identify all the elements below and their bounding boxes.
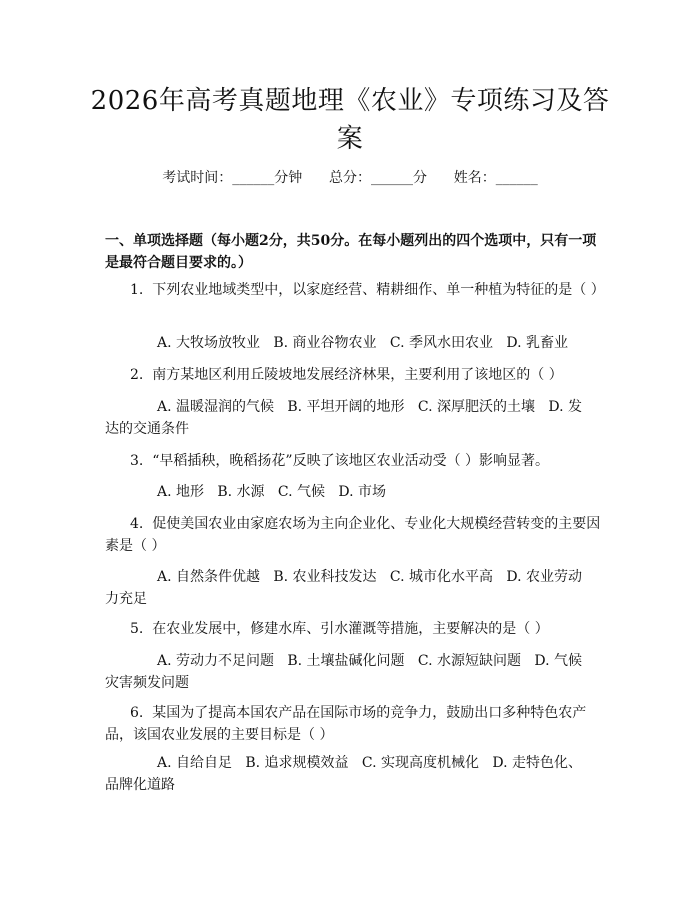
question-6: 6. 某国为了提高本国农产品在国际市场的竞争力，鼓励出口多种特色农产品，该国农业发展的主要目标是（ ） [105,705,587,743]
question-2: 2. 南方某地区利用丘陵坡地发展经济林果，主要利用了该地区的（ ） [130,367,563,383]
question-4: 4. 促使美国农业由家庭农场为主向企业化、专业化大规模经营转变的主要因素是（ ） [105,516,601,554]
page-title: 2026年高考真题地理《农业》专项练习及答案 [90,86,610,154]
question-3: 3. “早稻插秧，晚稻扬花”反映了该地区农业活动受（ ）影响显著。 [130,453,550,469]
question-5: 5. 在农业发展中，修建水库、引水灌溉等措施，主要解决的是（ ） [130,621,549,637]
question-4-options: A. 自然条件优越 B. 农业科技发达 C. 城市化水平高 D. 农业劳动力充足 [105,569,582,607]
section-heading: 一、单项选择题（每小题2分，共50分。在每小题列出的四个选项中，只有一项是最符合题目要求的。） [105,233,597,271]
question-6-options: A. 自给自足 B. 追求规模效益 C. 实现高度机械化 D. 走特色化、品牌化道路 [105,755,582,793]
exam-info-line: 考试时间：______分钟 总分：______分 姓名：______ [162,170,538,186]
question-5-options: A. 劳动力不足问题 B. 土壤盐碱化问题 C. 水源短缺问题 D. 气候灾害频发问题 [105,653,582,691]
question-1: 1. 下列农业地域类型中，以家庭经营、精耕细作、单一种植为特征的是（ ） [130,282,605,298]
question-3-options: A. 地形 B. 水源 C. 气候 D. 市场 [157,484,386,500]
question-2-options: A. 温暖湿润的气候 B. 平坦开阔的地形 C. 深厚肥沃的土壤 D. 发达的交通条件 [105,399,582,437]
question-1-options: A. 大牧场放牧业 B. 商业谷物农业 C. 季风水田农业 D. 乳畜业 [157,335,568,351]
